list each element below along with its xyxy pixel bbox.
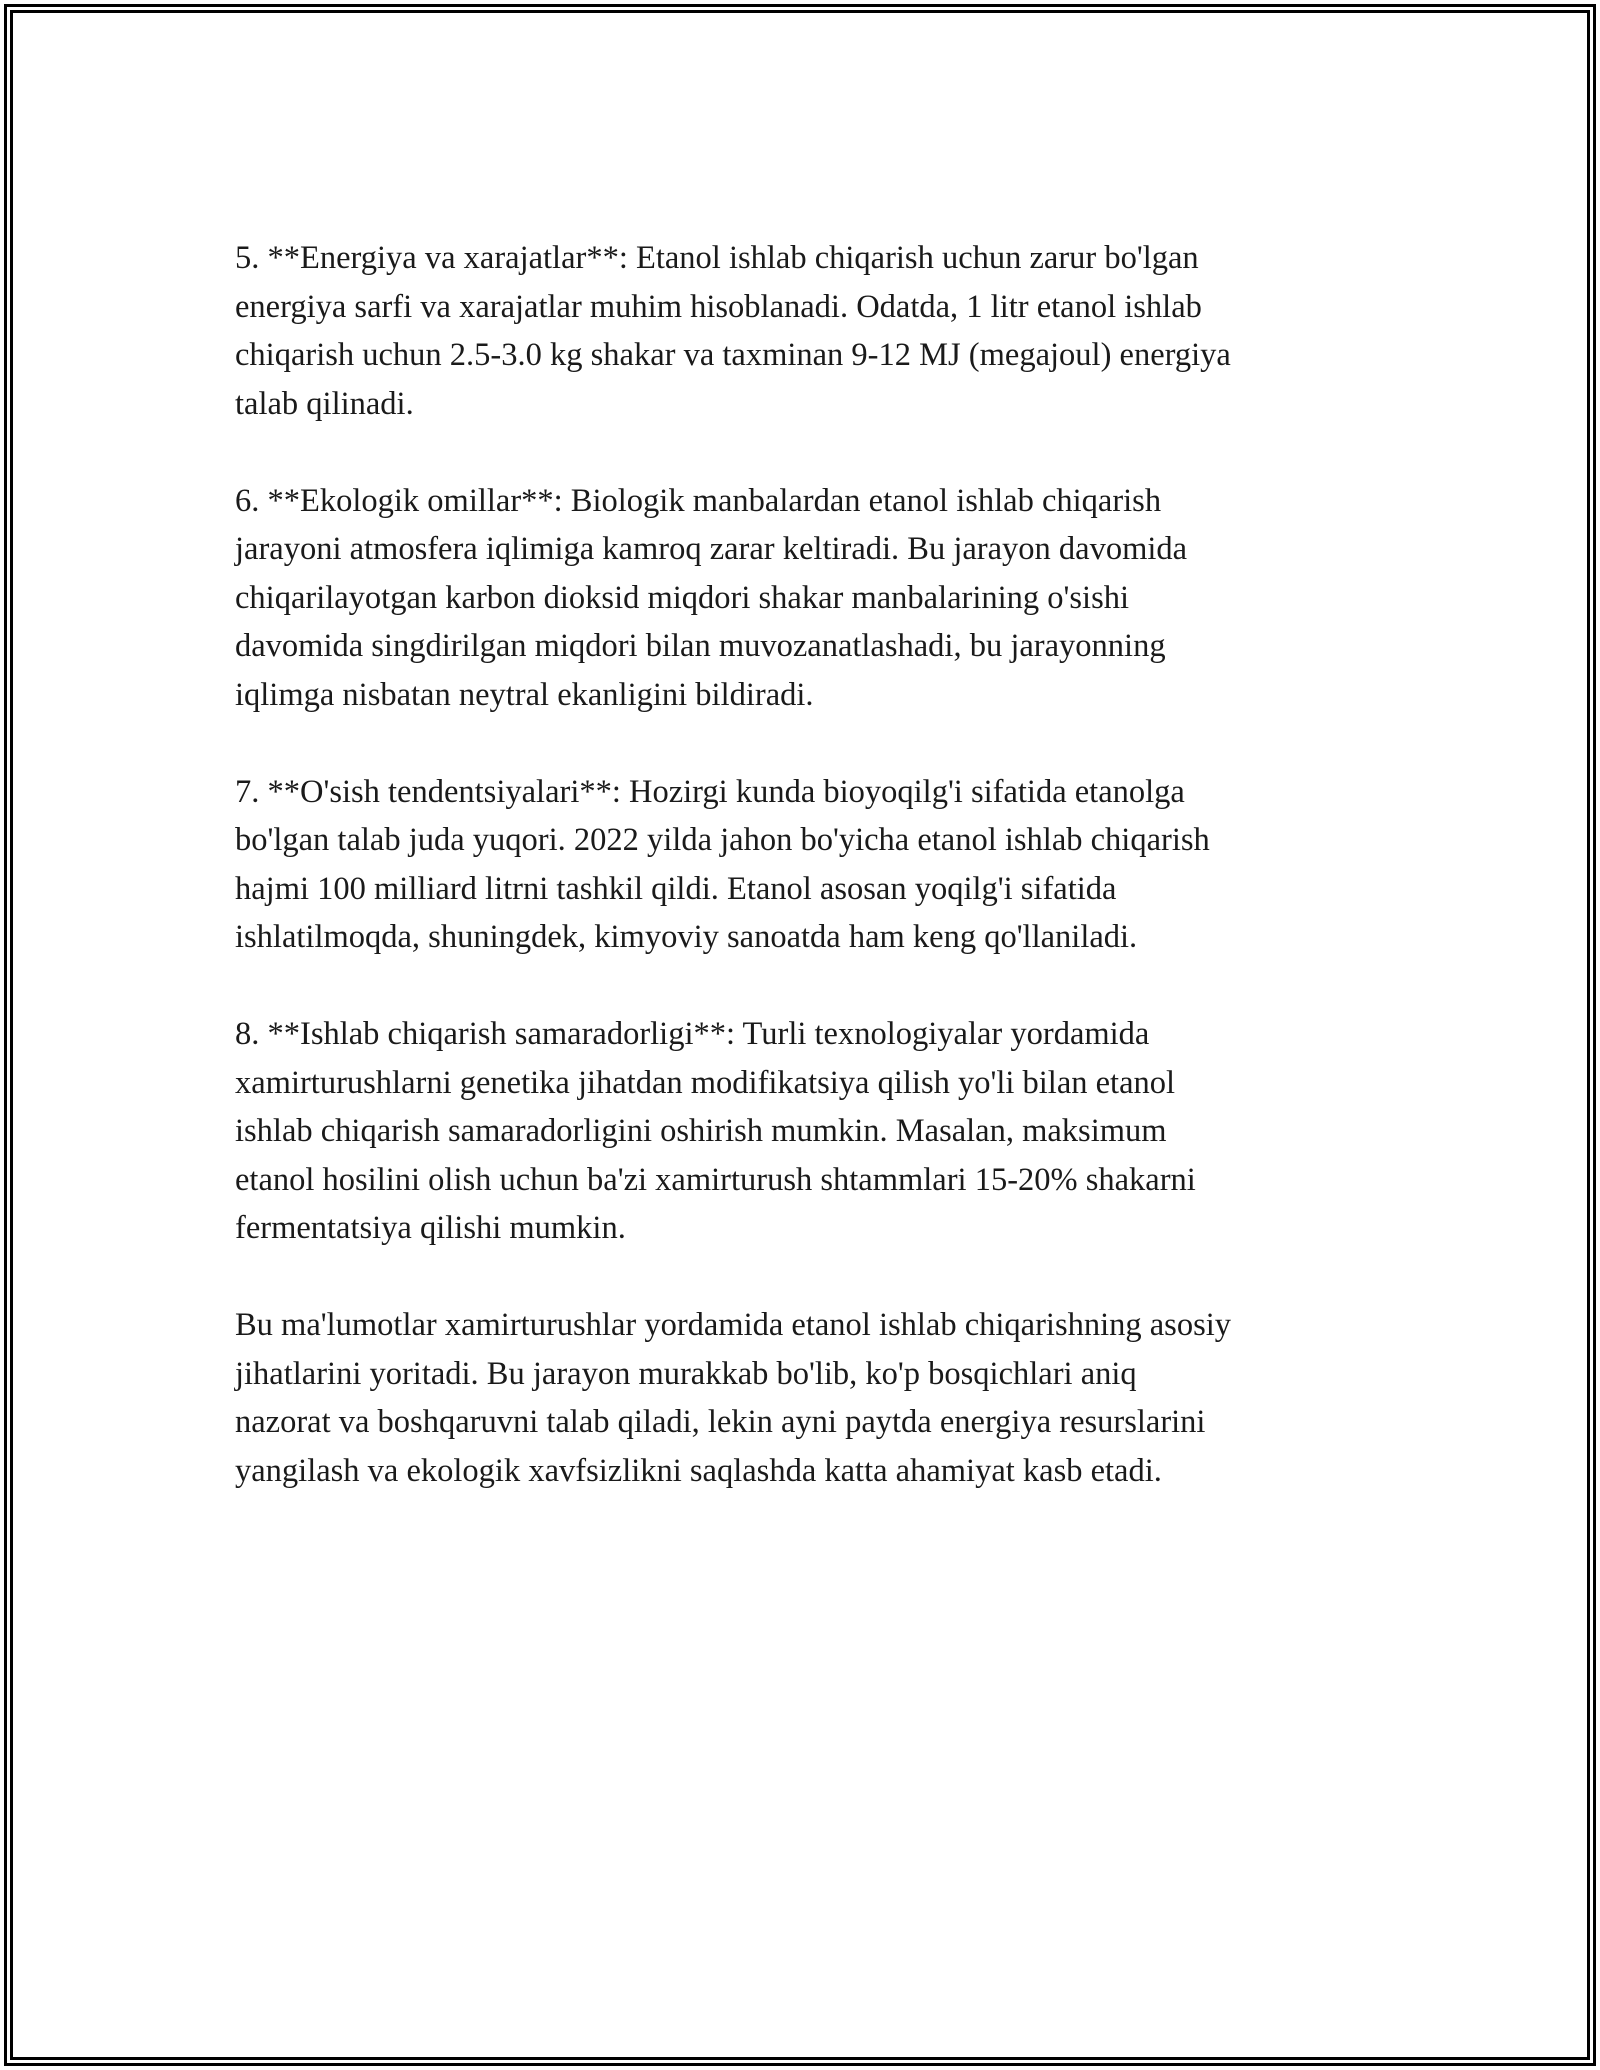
paragraph-energy-costs: 5. **Energiya va xarajatlar**: Etanol ishlab chiqarish uchun zarur bo'lgan energiya sarfi va xarajatlar muhim hisoblanadi. Odatda, 1 litr etanol ishlab chiqarish uchun 2.5-3.0 kg shakar va taxminan 9-12 MJ (megajoul) energiya talab qilinadi. [235, 240, 1231, 422]
document-body [235, 234, 1365, 1544]
paragraph-conclusion: Bu ma'lumotlar xamirturushlar yordamida etanol ishlab chiqarishning asosiy jihatlarini yoritadi. Bu jarayon murakkab bo'lib, ko'p bosqichlari aniq nazorat va boshqaruvni talab qiladi, lekin ayni paytda energiya resurslarini yangilash va ekologik xavfsizlikni saqlashda katta ahamiyat kasb etadi. [235, 1307, 1231, 1489]
paragraph-growth-trends: 7. **O'sish tendentsiyalari**: Hozirgi kunda bioyoqilg'i sifatida etanolga bo'lgan talab juda yuqori. 2022 yilda jahon bo'yicha etanol ishlab chiqarish hajmi 100 milliard litrni tashkil qildi. Etanol asosan yoqilg'i sifatida ishlatilmoqda, shuningdek, kimyoviy sanoatda ham keng qo'llaniladi. [235, 773, 1210, 955]
paragraph-ecological-factors: 6. **Ekologik omillar**: Biologik manbalardan etanol ishlab chiqarish jarayoni atmosfera iqlimiga kamroq zarar keltiradi. Bu jarayon davomida chiqarilayotgan karbon dioksid miqdori shakar manbalarining o'sishi davomida singdirilgan miqdori bilan muvozanatlashadi, bu jarayonning iqlimga nisbatan neytral ekanligini bildiradi. [235, 482, 1188, 713]
paragraph-production-efficiency: 8. **Ishlab chiqarish samaradorligi**: Turli texnologiyalar yordamida xamirturushlarni genetika jihatdan modifikatsiya qilish yo'li bilan etanol ishlab chiqarish samaradorligini oshirish mumkin. Masalan, maksimum etanol hosilini olish uchun ba'zi xamirturush shtammlari 15-20% shakarni fermentatsiya qilishi mumkin. [235, 1016, 1196, 1246]
